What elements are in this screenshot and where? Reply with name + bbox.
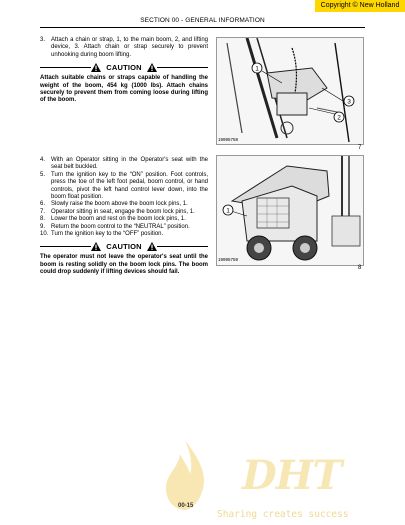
step-8 xyxy=(40,216,208,223)
header-divider xyxy=(40,27,365,28)
step-text: Operator sitting in seat, engage the boom lock pins, 1. xyxy=(51,208,195,215)
step-number: 7. xyxy=(40,208,46,215)
watermark-tagline: Sharing creates success xyxy=(217,509,349,520)
step-text: Attach a chain or strap, 1, to the main boom, 2, and lifting device, 3. Attach chain or strap securely to prevent unhooking during boom lifting. xyxy=(51,37,208,58)
callout-3: 3 xyxy=(347,98,351,106)
callout-2: 2 xyxy=(337,114,341,122)
step-text: With an Operator sitting in the Operator's seat with the seat belt buckled. xyxy=(51,157,208,171)
page-number: 00-15 xyxy=(178,503,194,509)
step-7 xyxy=(40,209,208,216)
step-text: Lower the boom and rest on the boom lock pins, 1. xyxy=(51,216,186,223)
callout-1: 1 xyxy=(226,207,230,215)
step-text: Turn the ignition key to the “ON” position. Foot controls, press the toe of the left foot pedal, boom control, or hand controls, pivot the left hand control lever down, into the boom float position. xyxy=(51,171,208,201)
section-title: SECTION 00 - GENERAL INFORMATION xyxy=(140,17,265,24)
step-9 xyxy=(40,224,208,231)
bottom-text-column xyxy=(40,157,208,277)
caution-rule-left xyxy=(40,67,91,68)
step-3 xyxy=(40,37,208,59)
step-number: 4. xyxy=(40,157,46,163)
warning-triangle-icon xyxy=(147,242,157,251)
warning-triangle-icon xyxy=(91,242,101,251)
step-number: 3. xyxy=(40,37,46,43)
step-text: Return the boom control to the “NEUTRAL” position. xyxy=(51,223,190,230)
figure-2-number: 8 xyxy=(358,265,362,271)
step-10 xyxy=(40,231,208,238)
step-6 xyxy=(40,201,208,208)
step-number: 5. xyxy=(40,171,46,178)
caution-banner-2 xyxy=(40,241,208,251)
step-number: 6. xyxy=(40,201,46,208)
caution-label: CAUTION xyxy=(106,241,142,251)
top-text-column xyxy=(40,37,208,105)
caution-text-2: The operator must not leave the operator's seat until the boom is resting solidly on the boom lock pins. The boom could drop suddenly if lifting devices should fail. xyxy=(40,254,208,276)
caution-rule-left xyxy=(40,246,91,247)
step-text: Slowly raise the boom above the boom lock pins, 1. xyxy=(51,201,188,208)
figure-skid-steer xyxy=(216,155,364,266)
caution-rule-right xyxy=(157,67,208,68)
step-5 xyxy=(40,172,208,202)
boom-lifting-illustration xyxy=(217,38,363,144)
step-number: 10. xyxy=(40,231,49,238)
skid-steer-illustration xyxy=(217,156,363,265)
step-4 xyxy=(40,157,208,172)
figure-1-id: 19995758 xyxy=(218,137,239,142)
figure-2-id: 19995759 xyxy=(218,257,239,262)
caution-text-1: Attach suitable chains or straps capable of handling the weight of the boom, 454 kg (1000 lbs). Attach chains securely to prevent them from coming loose during lifting of the boom. xyxy=(40,75,208,104)
caution-banner-1 xyxy=(40,62,208,72)
caution-label: CAUTION xyxy=(106,62,142,72)
step-text: Turn the ignition key to the “OFF” position. xyxy=(51,231,164,238)
figure-1-number: 7 xyxy=(358,145,362,151)
copyright-badge: Copyright © New Holland xyxy=(315,0,405,12)
callout-1: 1 xyxy=(255,65,259,73)
caution-rule-right xyxy=(157,246,208,247)
step-number: 9. xyxy=(40,223,46,230)
step-number: 8. xyxy=(40,216,46,223)
warning-triangle-icon xyxy=(91,63,101,72)
watermark-letters: DHT xyxy=(242,452,342,499)
warning-triangle-icon xyxy=(147,63,157,72)
flame-watermark-icon xyxy=(160,440,210,510)
figure-boom-lifting xyxy=(216,37,364,145)
